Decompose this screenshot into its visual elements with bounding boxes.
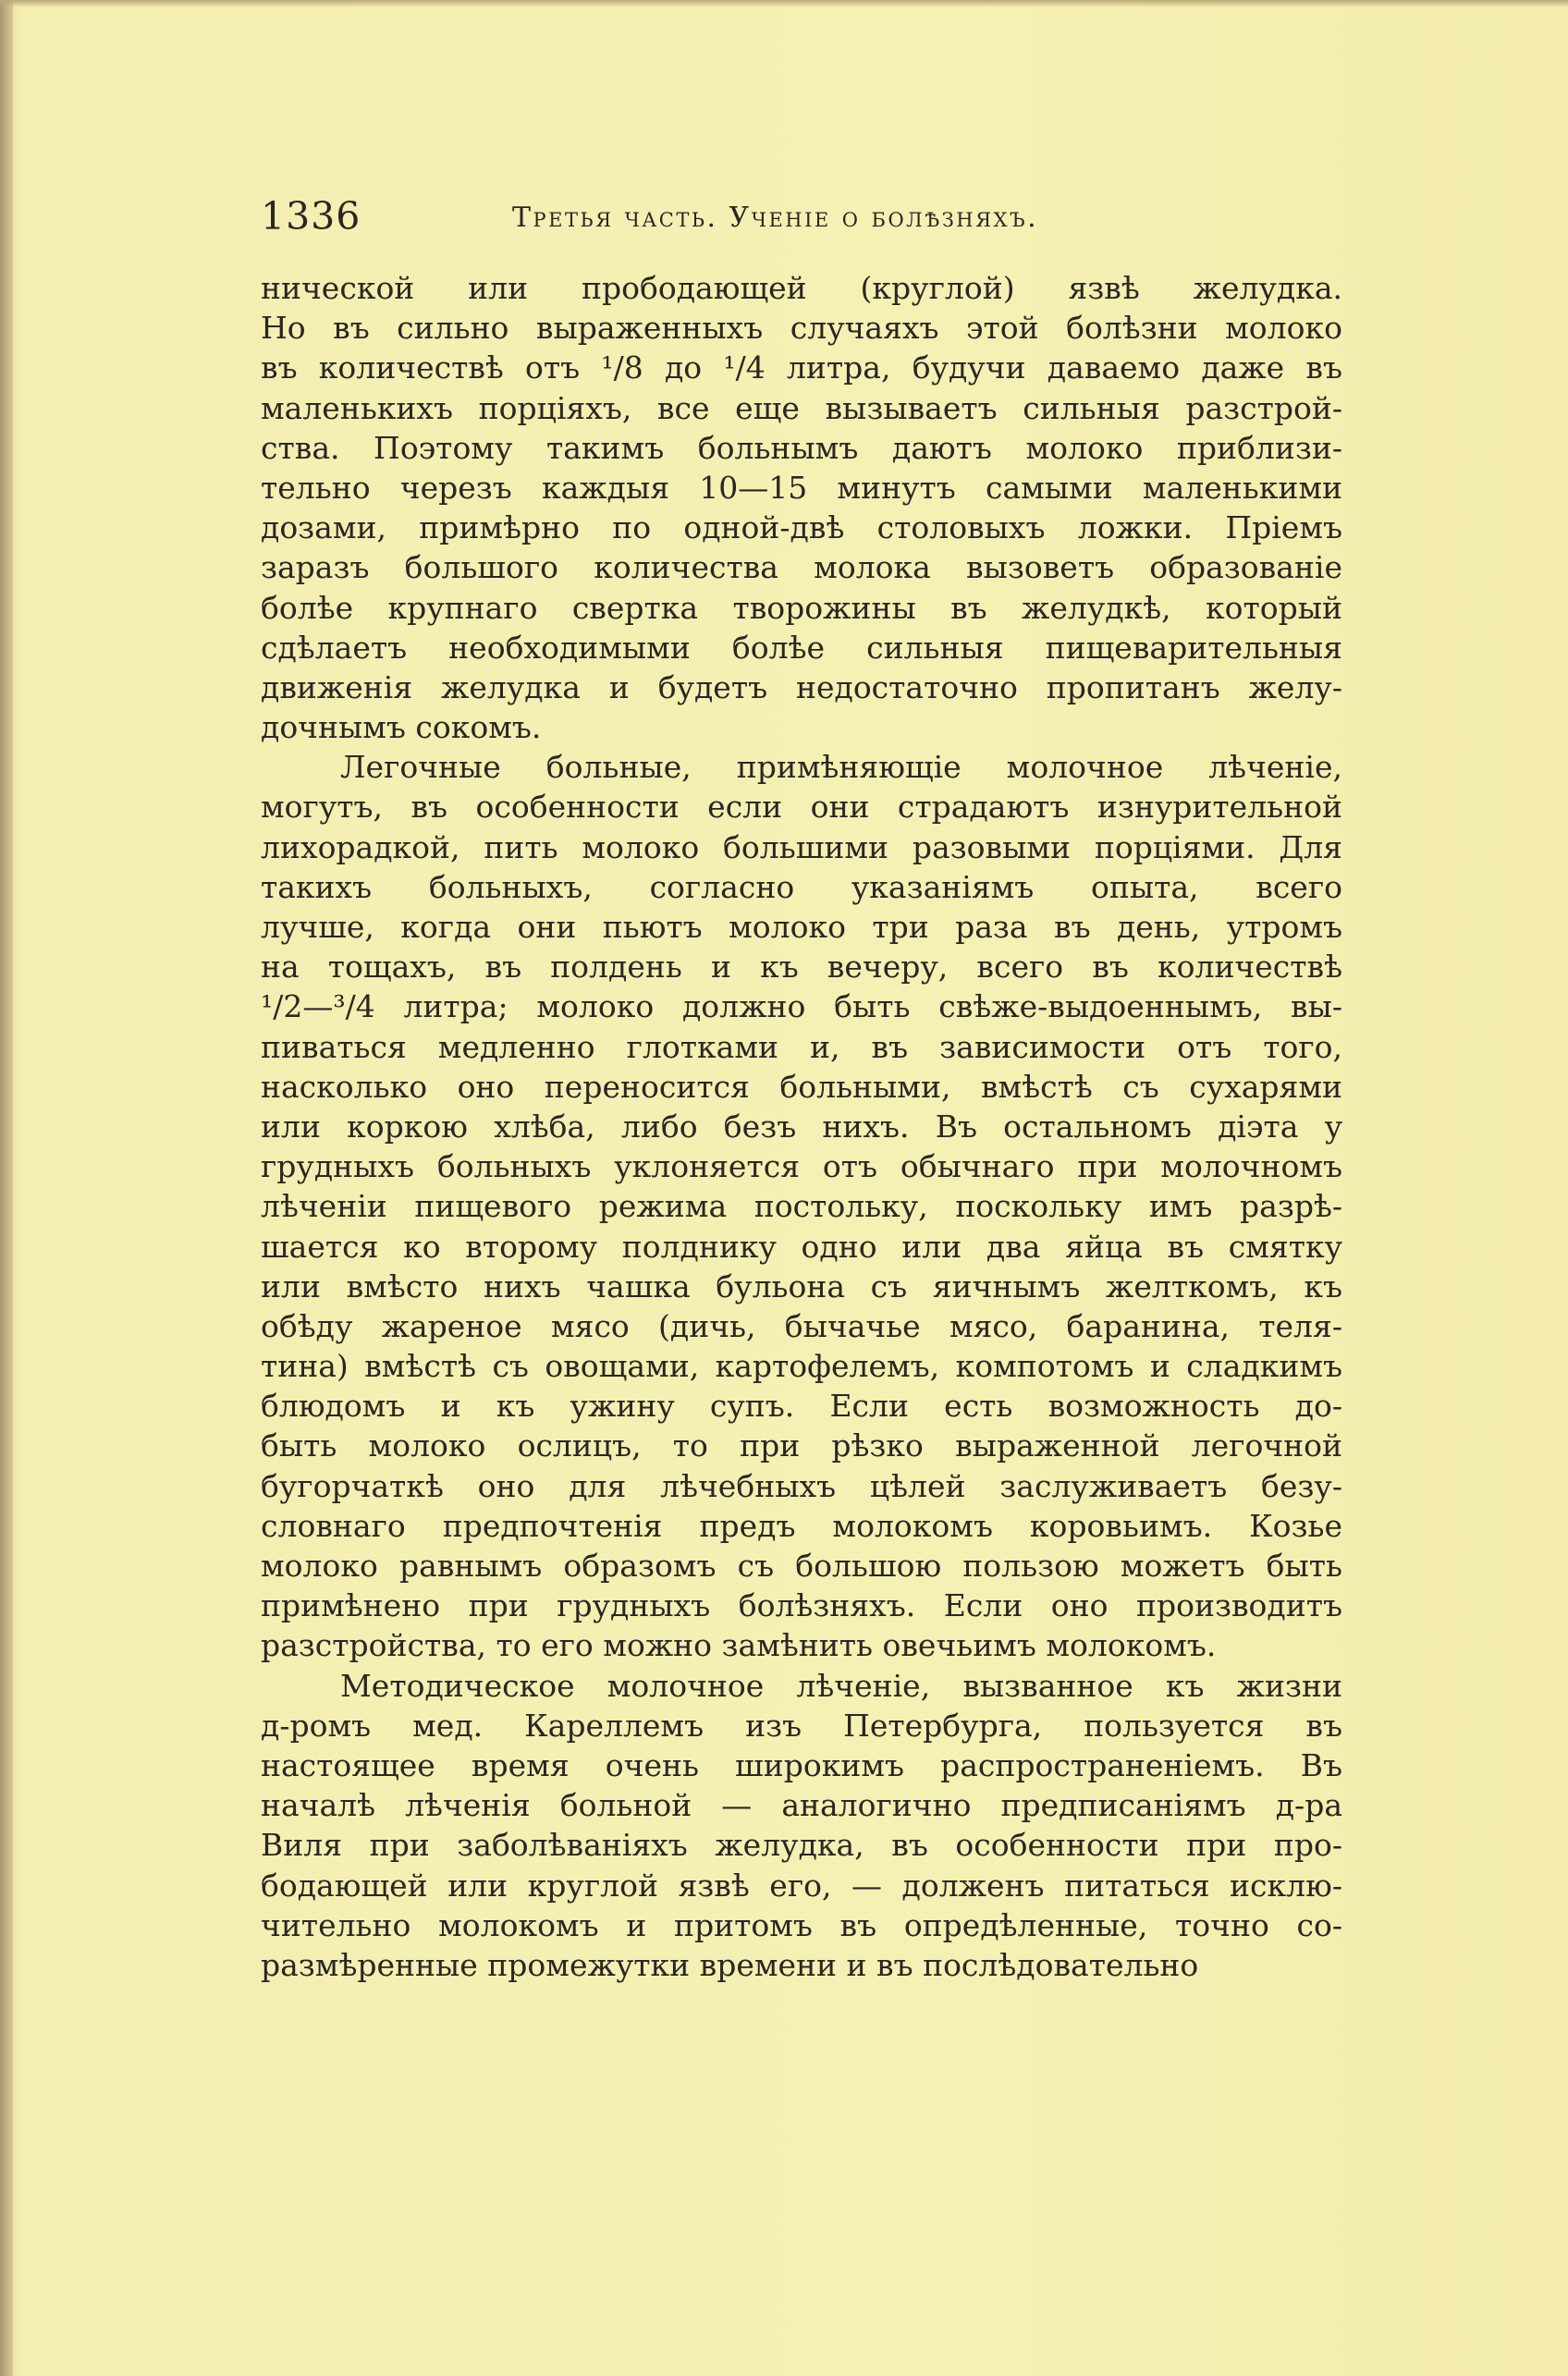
text-line: на тощахъ, въ полдень и къ вечеру, всего въ количествѣ xyxy=(261,949,1342,986)
text-line: молоко равнымъ образомъ съ большою пользою можетъ быть xyxy=(261,1548,1342,1584)
text-line: такихъ больныхъ, согласно указаніямъ опыта, всего xyxy=(261,868,1342,905)
text-line: быть молоко ослицъ, то при рѣзко выраженной легочной xyxy=(261,1427,1342,1464)
paragraph xyxy=(261,268,1342,747)
text-line: обѣду жареное мясо (дичь, бычачье мясо, баранина, теля- xyxy=(261,1307,1342,1344)
text-line: бугорчаткѣ оно для лѣчебныхъ цѣлей заслуживаетъ безу- xyxy=(261,1467,1342,1504)
text-line: Но въ сильно выраженныхъ случаяхъ этой болѣзни молоко xyxy=(261,310,1342,347)
page-number: 1336 xyxy=(261,194,361,239)
text-line: пиваться медленно глотками и, въ зависимости отъ того, xyxy=(261,1028,1342,1065)
text-line: насколько оно переносится больными, вмѣстѣ съ сухарями xyxy=(261,1068,1342,1105)
text-line: размѣренные промежутки времени и въ послѣдовательно xyxy=(261,1946,1199,1983)
text-line: маленькихъ порціяхъ, все еще вызываетъ сильныя разстрой- xyxy=(261,389,1342,426)
text-line: блюдомъ и къ ужину супъ. Если есть возможность до- xyxy=(261,1388,1342,1425)
text-line: лѣченіи пищевого режима постольку, поскольку имъ разрѣ- xyxy=(261,1188,1342,1225)
text-line: настоящее время очень широкимъ распространеніемъ. Въ xyxy=(261,1746,1342,1783)
page-header xyxy=(261,194,1342,250)
text-line: тина) вмѣстѣ съ овощами, картофелемъ, компотомъ и сладкимъ xyxy=(261,1348,1342,1385)
text-line: могутъ, въ особенности если они страдаютъ изнурительной xyxy=(261,789,1342,826)
text-line: лучше, когда они пьютъ молоко три раза въ день, утромъ xyxy=(261,909,1342,945)
text-line: ¹/2—³/4 литра; молоко должно быть свѣже-выдоеннымъ, вы- xyxy=(261,988,1342,1025)
text-line: разстройства, то его можно замѣнить овечьимъ молокомъ. xyxy=(261,1627,1217,1664)
text-line: сдѣлаетъ необходимыми болѣе сильныя пищеварительныя xyxy=(261,629,1342,666)
text-line: болѣе крупнаго свертка творожины въ желудкѣ, который xyxy=(261,589,1342,626)
text-line: шается ко второму полднику одно или два яйца въ смятку xyxy=(261,1228,1342,1265)
text-line: началѣ лѣченія больной — аналогично предписаніямъ д-ра xyxy=(261,1787,1342,1824)
text-line: заразъ большого количества молока вызоветъ образованіе xyxy=(261,549,1342,586)
text-line: тельно черезъ каждыя 10—15 минутъ самыми маленькими xyxy=(261,469,1342,506)
text-line: д-ромъ мед. Кареллемъ изъ Петербурга, пользуется въ xyxy=(261,1707,1342,1744)
text-line: бодающей или круглой язвѣ его, — долженъ питаться исклю- xyxy=(261,1867,1342,1904)
text-line: нической или прободающей (круглой) язвѣ желудка. xyxy=(261,270,1342,306)
paragraph xyxy=(261,1666,1342,1986)
text-line: грудныхъ больныхъ уклоняется отъ обычнаго при молочномъ xyxy=(261,1148,1342,1185)
text-line: или вмѣсто нихъ чашка бульона съ яичнымъ желткомъ, къ xyxy=(261,1268,1342,1304)
text-line: Методическое молочное лѣченіе, вызванное къ жизни xyxy=(340,1667,1342,1704)
paragraph xyxy=(261,747,1342,1665)
text-line: дозами, примѣрно по одной-двѣ столовыхъ ложки. Пріемъ xyxy=(261,509,1342,546)
text-line: лихорадкой, пить молоко большими разовыми порціями. Для xyxy=(261,828,1342,865)
text-line: Виля при заболѣваніяхъ желудка, въ особенности при про- xyxy=(261,1827,1342,1864)
body-text xyxy=(261,268,1342,1985)
text-line: чительно молокомъ и притомъ въ опредѣленные, точно со- xyxy=(261,1906,1342,1943)
running-head: Третья часть. Ученіе о болѣзняхъ. xyxy=(512,202,1039,234)
text-line: примѣнено при грудныхъ болѣзняхъ. Если оно производитъ xyxy=(261,1587,1342,1624)
text-line: Легочные больные, примѣняющіе молочное лѣченіе, xyxy=(340,749,1342,786)
text-line: словнаго предпочтенія предъ молокомъ коровьимъ. Козье xyxy=(261,1507,1342,1544)
text-line: ства. Поэтому такимъ больнымъ даютъ молоко приблизи- xyxy=(261,429,1342,466)
text-line: въ количествѣ отъ ¹/8 до ¹/4 литра, будучи даваемо даже въ xyxy=(261,349,1342,386)
text-line: дочнымъ сокомъ. xyxy=(261,709,542,746)
text-line: или коркою хлѣба, либо безъ нихъ. Въ остальномъ діэта у xyxy=(261,1108,1342,1145)
text-line: движенія желудка и будетъ недостаточно пропитанъ желу- xyxy=(261,668,1342,705)
